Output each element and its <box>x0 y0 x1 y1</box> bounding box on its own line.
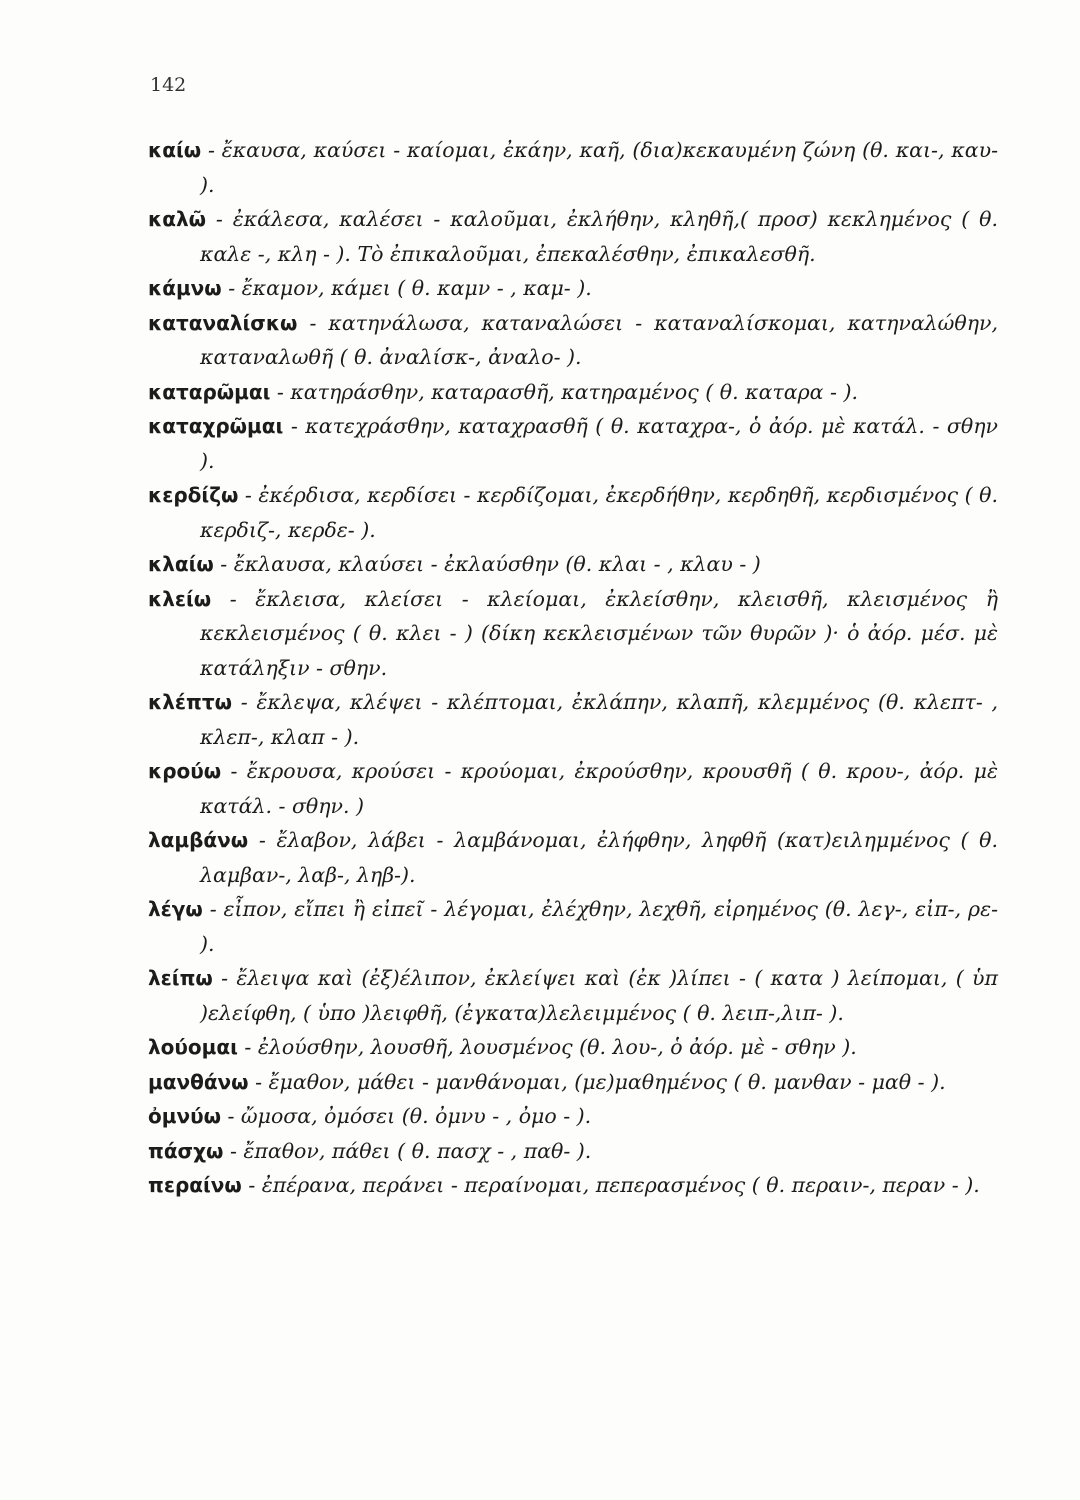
entry-lemma: κλέπτω <box>148 690 232 714</box>
glossary-entry <box>148 582 998 686</box>
glossary-entry <box>148 1030 998 1065</box>
glossary-entry <box>148 754 998 823</box>
glossary-entry <box>148 409 998 478</box>
entry-forms: - ἔλαβον, λάβει - λαμβάνομαι, ἐλήφθην, ληφθῆ (κατ)ειλημμένος ( θ. λαμβαν-, λαβ-, ληβ-). <box>200 828 998 887</box>
entry-forms: - ἔκαμον, κάμει ( θ. καμν - , καμ- ). <box>221 276 592 300</box>
glossary-entry <box>148 202 998 271</box>
glossary-entry <box>148 823 998 892</box>
entry-forms: - ἔκαυσα, καύσει - καίομαι, ἐκάην, καῆ, (δια)κεκαυμένη ζώνη (θ. και-, καυ- ). <box>200 138 998 197</box>
entry-lemma: κλείω <box>148 586 212 611</box>
glossary-entry <box>148 375 998 410</box>
entry-lemma: πάσχω <box>148 1138 224 1163</box>
entry-forms: - ἐκέρδισα, κερδίσει - κερδίζομαι, ἐκερδήθην, κερδηθῆ, κερδισμένος ( θ. κερδιζ-, κερδε- ). <box>200 483 998 542</box>
glossary-entry <box>148 271 998 306</box>
entry-forms: - ὤμοσα, ὀμόσει (θ. ὀμνυ - , ὀμο - ). <box>220 1104 592 1128</box>
entry-lemma: μανθάνω <box>148 1069 249 1094</box>
entry-lemma: καταρῶμαι <box>148 379 271 404</box>
entry-lemma: καλῶ <box>148 207 206 231</box>
entry-forms: - κατηράσθην, καταρασθῆ, κατηραμένος ( θ. καταρα - ). <box>270 379 858 404</box>
entry-forms: - ἔπαθον, πάθει ( θ. πασχ - , παθ- ). <box>223 1138 592 1163</box>
entry-forms: - ἔλειψα καὶ (ἐξ)έλιπον, ἐκλείψει καὶ (ἐκ )λίπει - ( κατα ) λείπομαι, ( ὑπ )ελείφθη, ( ὑπο )λειφθῆ, (ἐγκατα)λελειμμένος ( θ. λειπ-,λιπ- ). <box>200 966 998 1025</box>
entry-lemma: λούομαι <box>148 1035 238 1059</box>
page-number: 142 <box>150 74 187 96</box>
entry-lemma: κερδίζω <box>148 483 239 507</box>
entry-forms: - ἔκρουσα, κρούσει - κρούομαι, ἐκρούσθην, κρουσθῆ ( θ. κρου-, ἀόρ. μὲ κατάλ. - σθην. ) <box>200 759 998 818</box>
entry-lemma: καταχρῶμαι <box>148 414 284 438</box>
entry-forms: - ἔκλεισα, κλείσει - κλείομαι, ἐκλείσθην, κλεισθῆ, κλεισμένος ἢ κεκλεισμένος ( θ. κλει - ) (δίκη κεκλεισμένων τῶν θυρῶν )· ὁ ἀόρ. μέσ. μὲ κατάληξιν - σθην. <box>200 586 998 680</box>
entry-lemma: καταναλίσκω <box>148 310 298 335</box>
entry-forms: - ἔκλεψα, κλέψει - κλέπτομαι, ἐκλάπην, κλαπῆ, κλεμμένος (θ. κλεπτ- , κλεπ-, κλαπ - ). <box>200 690 998 749</box>
glossary-entry <box>148 1168 998 1203</box>
glossary-entry <box>148 133 998 202</box>
glossary-entry <box>148 1099 998 1134</box>
entry-lemma: λέγω <box>148 897 203 921</box>
entry-forms: - ἐκάλεσα, καλέσει - καλοῦμαι, ἐκλήθην, κληθῆ,( προσ) κεκλημένος ( θ. καλε -, κλη - ). Τὸ ἐπικαλοῦμαι, ἐπεκαλέσθην, ἐπικαλεσθῆ. <box>200 207 998 266</box>
entry-forms: - ἐπέρανα, περάνει - περαίνομαι, πεπερασμένος ( θ. περαιν-, περαν - ). <box>241 1173 980 1197</box>
glossary-entry <box>148 1134 998 1169</box>
glossary-entries <box>148 133 998 1203</box>
entry-forms: - κατηνάλωσα, καταναλώσει - καταναλίσκομαι, κατηναλώθην, καταναλωθῆ ( θ. ἀναλίσκ-, ἀναλο- ). <box>200 310 998 369</box>
entry-lemma: κρούω <box>148 759 222 783</box>
glossary-entry <box>148 306 998 375</box>
glossary-entry <box>148 961 998 1030</box>
entry-lemma: λαμβάνω <box>148 828 249 852</box>
entry-forms: - κατεχράσθην, καταχρασθῆ ( θ. καταχρα-, ὁ ἀόρ. μὲ κατάλ. - σθην ). <box>200 414 998 473</box>
glossary-entry <box>148 478 998 547</box>
entry-lemma: λείπω <box>148 966 213 990</box>
entry-lemma: καίω <box>148 138 202 162</box>
glossary-entry <box>148 685 998 754</box>
glossary-entry <box>148 547 998 582</box>
entry-forms: - ἐλούσθην, λουσθῆ, λουσμένος (θ. λου-, ὁ ἀόρ. μὲ - σθην ). <box>237 1035 857 1059</box>
entry-lemma: κάμνω <box>148 276 222 300</box>
entry-lemma: περαίνω <box>148 1173 242 1197</box>
entry-forms: - ἔμαθον, μάθει - μανθάνομαι, (με)μαθημένος ( θ. μανθαν - μαθ - ). <box>248 1069 946 1094</box>
entry-forms: - εἶπον, εἴπει ἢ εἰπεῖ - λέγομαι, ἐλέχθην, λεχθῆ, εἰρημένος (θ. λεγ-, εἰπ-, ρε- ). <box>200 897 998 956</box>
entry-lemma: ὀμνύω <box>148 1104 221 1128</box>
entry-lemma: κλαίω <box>148 552 214 576</box>
glossary-entry <box>148 1065 998 1100</box>
glossary-entry <box>148 892 998 961</box>
entry-forms: - ἔκλαυσα, κλαύσει - ἐκλαύσθην (θ. κλαι - , κλαυ - ) <box>213 552 761 576</box>
